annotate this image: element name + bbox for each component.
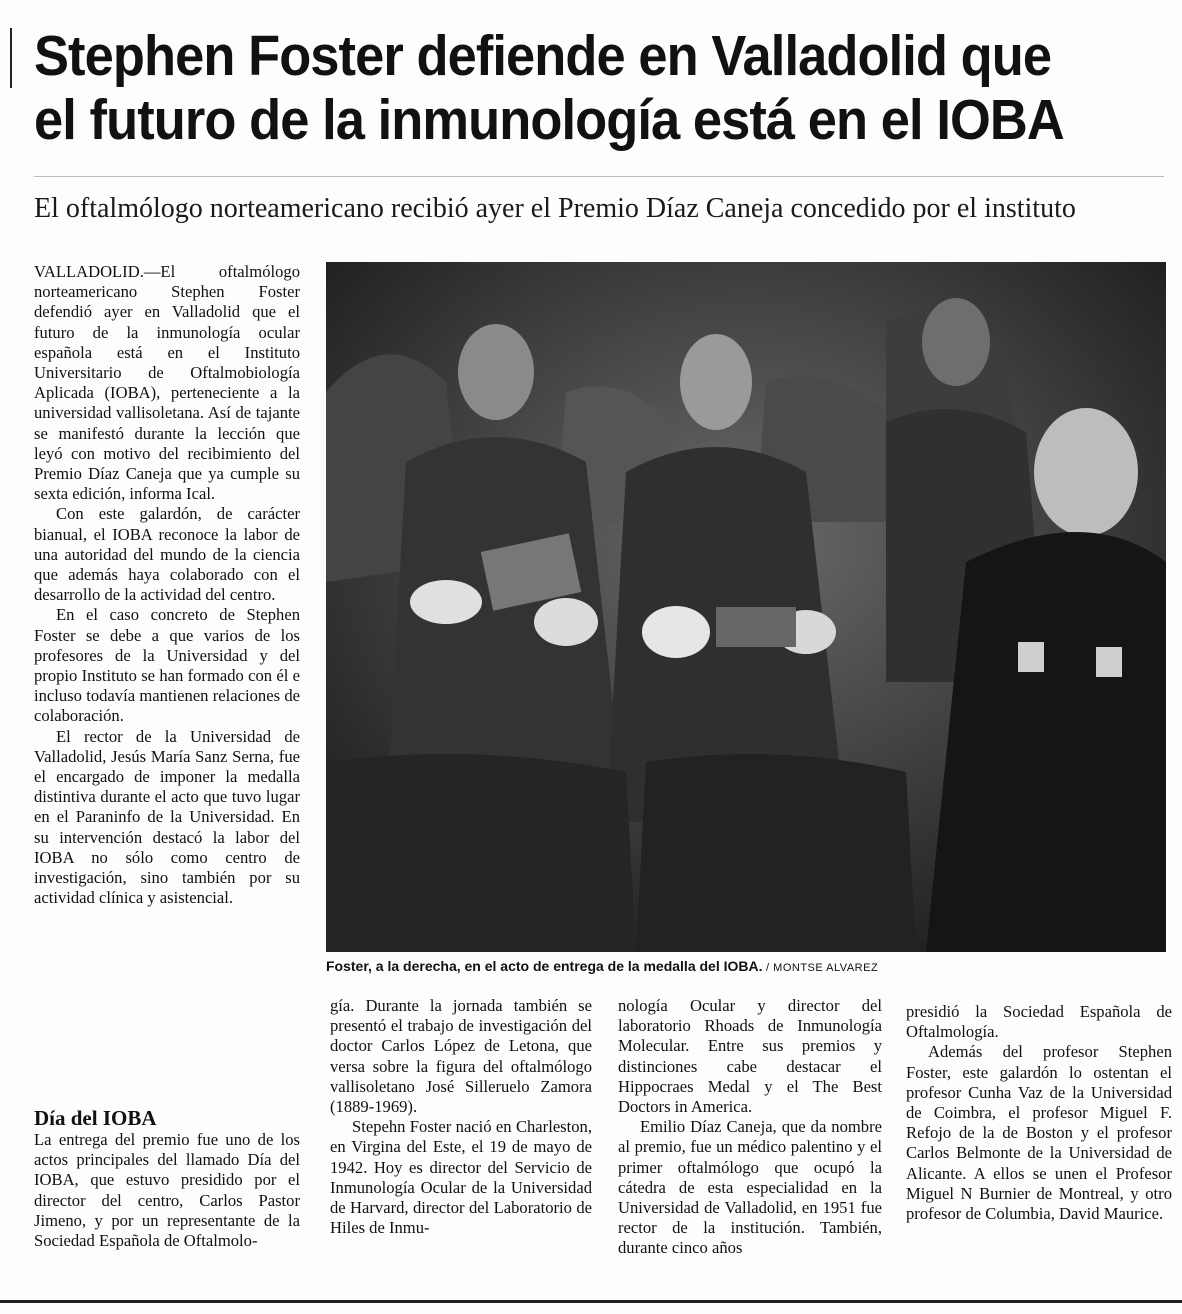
paragraph: Además del profesor Stephen Foster, este galardón lo ostentan el profesor Cunha Vaz de la Universidad de Coimbra, el profesor Miguel F. Refojo de la de Boston y el profesor Carlos Belmonte de la Universidad de Alicante. A ellos se unen el Profesor Miguel N Burnier de Montreal, y otro profesor de Columbia, David Maurice. [906,1042,1172,1224]
headline-line-2: el futuro de la inmunología está en el IOBA [34,88,1064,152]
left-margin-rule [10,28,12,88]
headline-divider [34,176,1164,177]
paragraph: En el caso concreto de Stephen Foster se debe a que varios de los profesores de la Universidad y del propio Instituto se han formado con él e incluso todavía mantienen relaciones de colaboración. [34,605,300,726]
paragraph: Stepehn Foster nació en Charleston, en Virgina del Este, el 19 de mayo de 1942. Hoy es director del Servicio de Inmunología Ocular de la Universidad de Harvard, director del Laboratorio de Hiles de Inmu- [330,1117,592,1238]
paragraph: presidió la Sociedad Española de Oftalmología. [906,1002,1172,1042]
section-subhead: Día del IOBA [34,1106,157,1130]
paragraph: La entrega del premio fue uno de los actos principales del llamado Día del IOBA, que estuvo presidido por el director del centro, Carlos Pastor Jimeno, y por un representante de la Sociedad Española de Oftalmolo- [34,1130,300,1251]
article-column-1 [34,262,300,909]
headline-line-1: Stephen Foster defiende en Valladolid que [34,24,1052,88]
bottom-rule [0,1300,1182,1303]
article-column-1-continued [34,1130,300,1251]
headline [34,24,1074,152]
article-column-4 [906,1002,1172,1224]
paragraph: Emilio Díaz Caneja, que da nombre al premio, fue un médico palentino y el primer oftalmólogo que ocupó la cátedra de esta especialidad en la Universidad de Valladolid, en 1951 fue rector de la institución. También, durante cinco años [618,1117,882,1258]
ceremony-photo [326,262,1166,952]
photo-caption [326,958,1166,974]
paragraph: nología Ocular y director del laboratorio Rhoads de Inmunología Molecular. Entre sus premios y distinciones cabe destacar el Hippocraes Medal y el The Best Doctors in America. [618,996,882,1117]
photo-credit: / MONTSE ALVAREZ [762,962,879,974]
paragraph: VALLADOLID.—El oftalmólogo norteamericano Stephen Foster defendió ayer en Valladolid que el futuro de la inmunología ocular española está en el Instituto Universitario de Oftalmobiología Aplicada (IOBA), perteneciente a la universidad vallisoletana. Así de tajante se manifestó durante la lección que leyó con motivo del recibimiento del Premio Díaz Caneja que ya cumple su sexta edición, informa Ical. [34,262,300,504]
paragraph: Con este galardón, de carácter bianual, el IOBA reconoce la labor de una autoridad del mundo de la ciencia que además haya colaborado con el desarrollo de la actividad del centro. [34,504,300,605]
article-column-2 [330,996,592,1238]
deck-subtitle: El oftalmólogo norteamericano recibió ayer el Premio Díaz Caneja concedido por el instituto [34,193,1076,224]
paragraph: gía. Durante la jornada también se presentó el trabajo de investigación del doctor Carlos López de Letona, que versa sobre la figura del oftalmólogo vallisoletano José Silleruelo Zamora (1889-1969). [330,996,592,1117]
paragraph: El rector de la Universidad de Valladolid, Jesús María Sanz Serna, fue el encargado de imponer la medalla distintiva durante el acto que tuvo lugar en el Paraninfo de la Universidad. En su intervención destacó la labor del IOBA no sólo como centro de investigación, sino también por su actividad clínica y asistencial. [34,726,300,908]
caption-text: Foster, a la derecha, en el acto de entrega de la medalla del IOBA. [326,958,763,974]
article-column-3 [618,996,882,1259]
